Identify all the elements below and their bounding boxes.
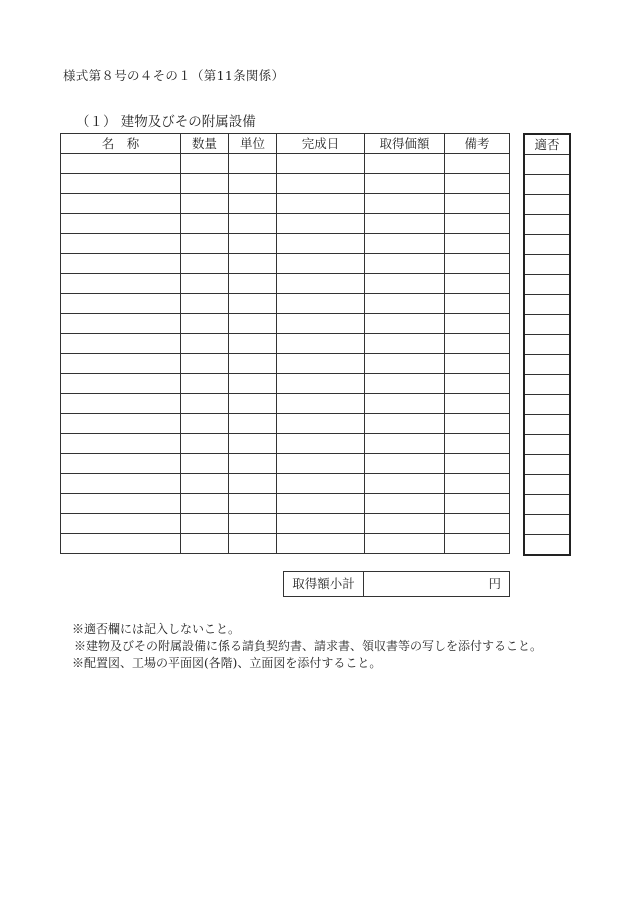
table-cell[interactable] xyxy=(277,174,365,194)
table-cell[interactable] xyxy=(365,514,445,534)
table-cell[interactable] xyxy=(229,194,277,214)
approval-row xyxy=(524,335,570,355)
table-cell[interactable] xyxy=(61,274,181,294)
table-cell[interactable] xyxy=(229,354,277,374)
approval-row xyxy=(524,235,570,255)
section-title: （１） 建物及びその附属設備 xyxy=(76,114,256,130)
table-cell[interactable] xyxy=(229,394,277,414)
table-cell[interactable] xyxy=(181,514,229,534)
table-cell[interactable] xyxy=(277,534,365,554)
header-acquisition-price: 取得価額 xyxy=(365,134,445,154)
approval-row xyxy=(524,435,570,455)
approval-row xyxy=(524,395,570,415)
table-cell[interactable] xyxy=(181,374,229,394)
approval-row xyxy=(524,255,570,275)
header-remarks: 備考 xyxy=(445,134,510,154)
table-cell[interactable] xyxy=(277,274,365,294)
table-cell[interactable] xyxy=(229,374,277,394)
table-cell[interactable] xyxy=(277,354,365,374)
table-cell[interactable] xyxy=(277,494,365,514)
table-cell[interactable] xyxy=(365,474,445,494)
approval-row xyxy=(524,175,570,195)
approval-cell[interactable] xyxy=(524,495,570,515)
approval-cell[interactable] xyxy=(524,415,570,435)
table-cell[interactable] xyxy=(181,194,229,214)
table-cell[interactable] xyxy=(61,154,181,174)
table-cell[interactable] xyxy=(445,394,510,414)
approval-cell[interactable] xyxy=(524,515,570,535)
currency-unit: 円 xyxy=(488,576,501,591)
table-cell[interactable] xyxy=(181,154,229,174)
table-row xyxy=(61,454,510,474)
table-cell[interactable] xyxy=(365,394,445,414)
table-row xyxy=(61,514,510,534)
form-reference: 様式第８号の４その１（第11条関係） xyxy=(63,68,285,83)
table-cell[interactable] xyxy=(61,534,181,554)
approval-row xyxy=(524,535,570,556)
table-cell[interactable] xyxy=(445,354,510,374)
table-cell[interactable] xyxy=(365,374,445,394)
table-cell[interactable] xyxy=(229,214,277,234)
approval-table xyxy=(523,133,571,556)
table-cell[interactable] xyxy=(365,494,445,514)
table-row xyxy=(61,534,510,554)
table-cell[interactable] xyxy=(61,194,181,214)
table-cell[interactable] xyxy=(229,434,277,454)
table-cell[interactable] xyxy=(61,414,181,434)
header-quantity: 数量 xyxy=(181,134,229,154)
table-row xyxy=(61,174,510,194)
table-cell[interactable] xyxy=(445,474,510,494)
table-cell[interactable] xyxy=(277,154,365,174)
approval-cell[interactable] xyxy=(524,175,570,195)
table-cell[interactable] xyxy=(61,354,181,374)
table-cell[interactable] xyxy=(277,414,365,434)
table-cell[interactable] xyxy=(61,174,181,194)
approval-cell[interactable] xyxy=(524,455,570,475)
table-row xyxy=(61,474,510,494)
approval-row xyxy=(524,415,570,435)
table-cell[interactable] xyxy=(277,474,365,494)
table-cell[interactable] xyxy=(365,154,445,174)
table-cell[interactable] xyxy=(181,454,229,474)
table-cell[interactable] xyxy=(365,534,445,554)
table-row xyxy=(61,374,510,394)
approval-row xyxy=(524,215,570,235)
table-cell[interactable] xyxy=(445,434,510,454)
table-cell[interactable] xyxy=(229,534,277,554)
subtotal-value-field[interactable] xyxy=(364,572,510,597)
table-cell[interactable] xyxy=(445,254,510,274)
approval-cell[interactable] xyxy=(524,335,570,355)
approval-row xyxy=(524,315,570,335)
table-cell[interactable] xyxy=(229,294,277,314)
approval-cell[interactable] xyxy=(524,435,570,455)
table-cell[interactable] xyxy=(181,174,229,194)
table-cell[interactable] xyxy=(445,414,510,434)
table-cell[interactable] xyxy=(365,334,445,354)
table-cell[interactable] xyxy=(445,374,510,394)
subtotal-table xyxy=(283,571,510,597)
table-cell[interactable] xyxy=(277,374,365,394)
table-cell[interactable] xyxy=(445,174,510,194)
table-cell[interactable] xyxy=(181,534,229,554)
table-cell[interactable] xyxy=(445,274,510,294)
table-cell[interactable] xyxy=(61,394,181,414)
approval-row xyxy=(524,375,570,395)
approval-cell[interactable] xyxy=(524,215,570,235)
table-row xyxy=(61,194,510,214)
table-cell[interactable] xyxy=(445,534,510,554)
table-cell[interactable] xyxy=(445,154,510,174)
table-row xyxy=(61,254,510,274)
table-cell[interactable] xyxy=(229,474,277,494)
table-cell[interactable] xyxy=(61,514,181,534)
approval-row xyxy=(524,275,570,295)
table-row xyxy=(61,354,510,374)
approval-row xyxy=(524,355,570,375)
table-cell[interactable] xyxy=(277,434,365,454)
table-cell[interactable] xyxy=(365,354,445,374)
table-row xyxy=(61,494,510,514)
table-cell[interactable] xyxy=(181,414,229,434)
table-cell[interactable] xyxy=(445,514,510,534)
table-row xyxy=(61,154,510,174)
table-cell[interactable] xyxy=(181,494,229,514)
table-cell[interactable] xyxy=(181,294,229,314)
table-row xyxy=(61,234,510,254)
approval-cell[interactable] xyxy=(524,295,570,315)
table-row xyxy=(61,334,510,354)
table-cell[interactable] xyxy=(365,434,445,454)
note-line: ※配置図、工場の平面図(各階)、立面図を添付すること。 xyxy=(72,656,382,670)
table-cell[interactable] xyxy=(445,334,510,354)
table-cell[interactable] xyxy=(277,514,365,534)
table-cell[interactable] xyxy=(61,434,181,454)
table-cell[interactable] xyxy=(277,314,365,334)
table-cell[interactable] xyxy=(365,214,445,234)
header-name: 名 称 xyxy=(61,134,181,154)
approval-row xyxy=(524,195,570,215)
table-row xyxy=(61,214,510,234)
table-cell[interactable] xyxy=(277,454,365,474)
table-cell[interactable] xyxy=(61,294,181,314)
table-cell[interactable] xyxy=(445,454,510,474)
table-row xyxy=(61,274,510,294)
table-cell[interactable] xyxy=(181,214,229,234)
table-row xyxy=(61,414,510,434)
table-cell[interactable] xyxy=(61,334,181,354)
approval-row xyxy=(524,295,570,315)
table-row xyxy=(61,294,510,314)
note-line: ※建物及びその附属設備に係る請負契約書、請求書、領収書等の写しを添付すること。 xyxy=(74,639,543,653)
approval-cell[interactable] xyxy=(524,255,570,275)
table-row xyxy=(61,434,510,454)
table-cell[interactable] xyxy=(229,514,277,534)
table-cell[interactable] xyxy=(181,334,229,354)
approval-row xyxy=(524,495,570,515)
table-cell[interactable] xyxy=(61,474,181,494)
approval-row xyxy=(524,455,570,475)
table-cell[interactable] xyxy=(181,234,229,254)
table-cell[interactable] xyxy=(277,294,365,314)
table-cell[interactable] xyxy=(61,454,181,474)
table-cell[interactable] xyxy=(445,234,510,254)
table-cell[interactable] xyxy=(181,354,229,374)
table-row xyxy=(61,394,510,414)
table-cell[interactable] xyxy=(229,334,277,354)
notes xyxy=(72,621,542,672)
table-cell[interactable] xyxy=(181,474,229,494)
subtotal-label: 取得額小計 xyxy=(284,572,364,597)
table-cell[interactable] xyxy=(229,174,277,194)
note-line: ※適否欄には記入しないこと。 xyxy=(72,622,241,636)
table-cell[interactable] xyxy=(61,214,181,234)
table-cell[interactable] xyxy=(365,174,445,194)
approval-cell[interactable] xyxy=(524,535,570,556)
table-cell[interactable] xyxy=(277,394,365,414)
table-cell[interactable] xyxy=(181,434,229,454)
approval-cell[interactable] xyxy=(524,375,570,395)
approval-cell[interactable] xyxy=(524,235,570,255)
asset-table xyxy=(60,133,510,554)
table-cell[interactable] xyxy=(365,414,445,434)
table-cell[interactable] xyxy=(181,394,229,414)
table-cell[interactable] xyxy=(277,214,365,234)
table-cell[interactable] xyxy=(61,494,181,514)
table-cell[interactable] xyxy=(181,274,229,294)
approval-row xyxy=(524,155,570,175)
approval-cell[interactable] xyxy=(524,355,570,375)
table-cell[interactable] xyxy=(445,314,510,334)
approval-cell[interactable] xyxy=(524,315,570,335)
table-cell[interactable] xyxy=(445,494,510,514)
table-cell[interactable] xyxy=(181,314,229,334)
table-cell[interactable] xyxy=(365,314,445,334)
table-cell[interactable] xyxy=(277,194,365,214)
header-completion-date: 完成日 xyxy=(277,134,365,154)
table-cell[interactable] xyxy=(229,154,277,174)
approval-cell[interactable] xyxy=(524,395,570,415)
table-cell[interactable] xyxy=(277,234,365,254)
table-cell[interactable] xyxy=(277,334,365,354)
table-cell[interactable] xyxy=(61,314,181,334)
table-cell[interactable] xyxy=(445,214,510,234)
table-cell[interactable] xyxy=(61,254,181,274)
header-unit: 単位 xyxy=(229,134,277,154)
approval-row xyxy=(524,475,570,495)
table-cell[interactable] xyxy=(229,274,277,294)
table-cell[interactable] xyxy=(445,194,510,214)
table-cell[interactable] xyxy=(229,234,277,254)
table-cell[interactable] xyxy=(365,194,445,214)
approval-cell[interactable] xyxy=(524,195,570,215)
table-cell[interactable] xyxy=(229,254,277,274)
table-cell[interactable] xyxy=(365,254,445,274)
approval-cell[interactable] xyxy=(524,155,570,175)
table-row xyxy=(61,314,510,334)
table-cell[interactable] xyxy=(229,414,277,434)
table-cell[interactable] xyxy=(365,234,445,254)
approval-cell[interactable] xyxy=(524,275,570,295)
table-cell[interactable] xyxy=(365,294,445,314)
table-cell[interactable] xyxy=(277,254,365,274)
table-cell[interactable] xyxy=(229,454,277,474)
table-cell[interactable] xyxy=(61,234,181,254)
table-cell[interactable] xyxy=(229,314,277,334)
approval-row xyxy=(524,515,570,535)
table-cell[interactable] xyxy=(229,494,277,514)
table-cell[interactable] xyxy=(181,254,229,274)
approval-cell[interactable] xyxy=(524,475,570,495)
table-header-row xyxy=(61,134,510,154)
header-approval: 適否 xyxy=(524,134,570,155)
table-cell[interactable] xyxy=(445,294,510,314)
table-cell[interactable] xyxy=(365,454,445,474)
table-cell[interactable] xyxy=(61,374,181,394)
table-cell[interactable] xyxy=(365,274,445,294)
